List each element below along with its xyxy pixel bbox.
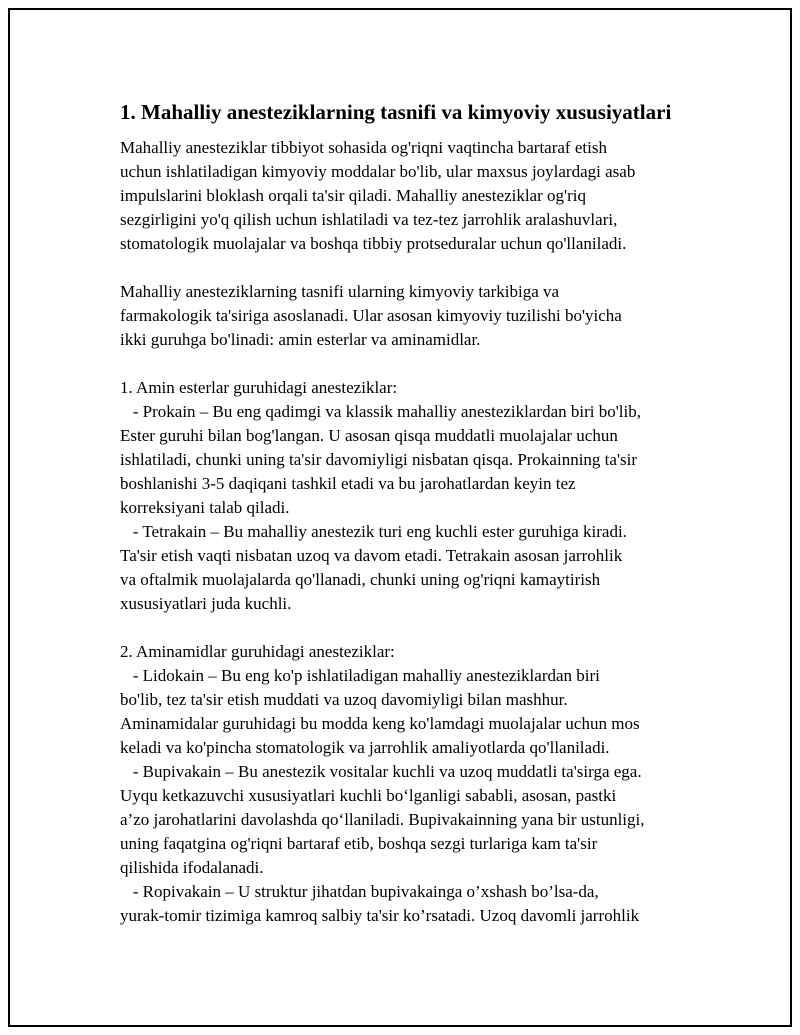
document-page <box>8 8 792 1027</box>
text-line: qilishida ifodalanadi. <box>120 858 264 877</box>
text-line: sezgirligini yo'q qilish uchun ishlatiladi va tez-tez jarrohlik aralashuvlari, <box>120 210 618 229</box>
text-line: - Bupivakain – Bu anestezik vositalar kuchli va uzoq muddatli ta'sirga ega. <box>120 762 642 781</box>
text-line: - Lidokain – Bu eng ko'p ishlatiladigan mahalliy anesteziklardan biri <box>120 666 600 685</box>
text-line: Aminamidalar guruhidagi bu modda keng ko'lamdagi muolajalar uchun mos <box>120 714 640 733</box>
text-line: va oftalmik muolajalarda qo'llanadi, chunki uning og'riqni kamaytirish <box>120 570 601 589</box>
text-line: xususiyatlari juda kuchli. <box>120 594 292 613</box>
section-heading: 1. Mahalliy anesteziklarning tasnifi va kimyoviy xususiyatlari <box>120 100 672 124</box>
text-line: Mahalliy anesteziklarning tasnifi ularning kimyoviy tarkibiga va <box>120 282 560 301</box>
text-line: 1. Amin esterlar guruhidagi anesteziklar: <box>120 378 398 397</box>
document-body <box>120 136 720 928</box>
text-line: ikki guruhga bo'linadi: amin esterlar va aminamidlar. <box>120 330 481 349</box>
text-line: stomatologik muolajalar va boshqa tibbiy protseduralar uchun qo'llaniladi. <box>120 234 627 253</box>
text-line: impulslarini bloklash orqali ta'sir qiladi. Mahalliy anesteziklar og'riq <box>120 186 586 205</box>
text-line: keladi va ko'pincha stomatologik va jarrohlik amaliyotlarda qo'llaniladi. <box>120 738 610 757</box>
text-line: - Tetrakain – Bu mahalliy anestezik turi eng kuchli ester guruhiga kiradi. <box>120 522 627 541</box>
text-line: farmakologik ta'siriga asoslanadi. Ular asosan kimyoviy tuzilishi bo'yicha <box>120 306 622 325</box>
document-content <box>120 98 720 928</box>
text-line: korreksiyani talab qiladi. <box>120 498 290 517</box>
text-line: bo'lib, tez ta'sir etish muddati va uzoq davomiyligi bilan mashhur. <box>120 690 568 709</box>
text-line: Uyqu ketkazuvchi xususiyatlari kuchli bo‘lganligi sababli, asosan, pastki <box>120 786 617 805</box>
text-line: boshlanishi 3-5 daqiqani tashkil etadi va bu jarohatlardan keyin tez <box>120 474 576 493</box>
text-line: Mahalliy anesteziklar tibbiyot sohasida og'riqni vaqtincha bartaraf etish <box>120 138 607 157</box>
paragraph-spacer <box>120 616 720 640</box>
text-line: Ta'sir etish vaqti nisbatan uzoq va davom etadi. Tetrakain asosan jarrohlik <box>120 546 623 565</box>
text-line: ishlatiladi, chunki uning ta'sir davomiyligi nisbatan qisqa. Prokainning ta'sir <box>120 450 638 469</box>
text-line: uning faqatgina og'riqni bartaraf etib, boshqa sezgi turlariga kam ta'sir <box>120 834 598 853</box>
text-line: uchun ishlatiladigan kimyoviy moddalar bo'lib, ular maxsus joylardagi asab <box>120 162 636 181</box>
text-line: yurak-tomir tizimiga kamroq salbiy ta'sir ko’rsatadi. Uzoq davomli jarrohlik <box>120 906 640 925</box>
text-line: 2. Aminamidlar guruhidagi anesteziklar: <box>120 642 395 661</box>
paragraph-spacer <box>120 352 720 376</box>
text-line: - Ropivakain – U struktur jihatdan bupivakainga o’xshash bo’lsa-da, <box>120 882 599 901</box>
paragraph-spacer <box>120 256 720 280</box>
text-line: a’zo jarohatlarini davolashda qo‘llaniladi. Bupivakainning yana bir ustunligi, <box>120 810 645 829</box>
text-line: Ester guruhi bilan bog'langan. U asosan qisqa muddatli muolajalar uchun <box>120 426 618 445</box>
text-line: - Prokain – Bu eng qadimgi va klassik mahalliy anesteziklardan biri bo'lib, <box>120 402 641 421</box>
